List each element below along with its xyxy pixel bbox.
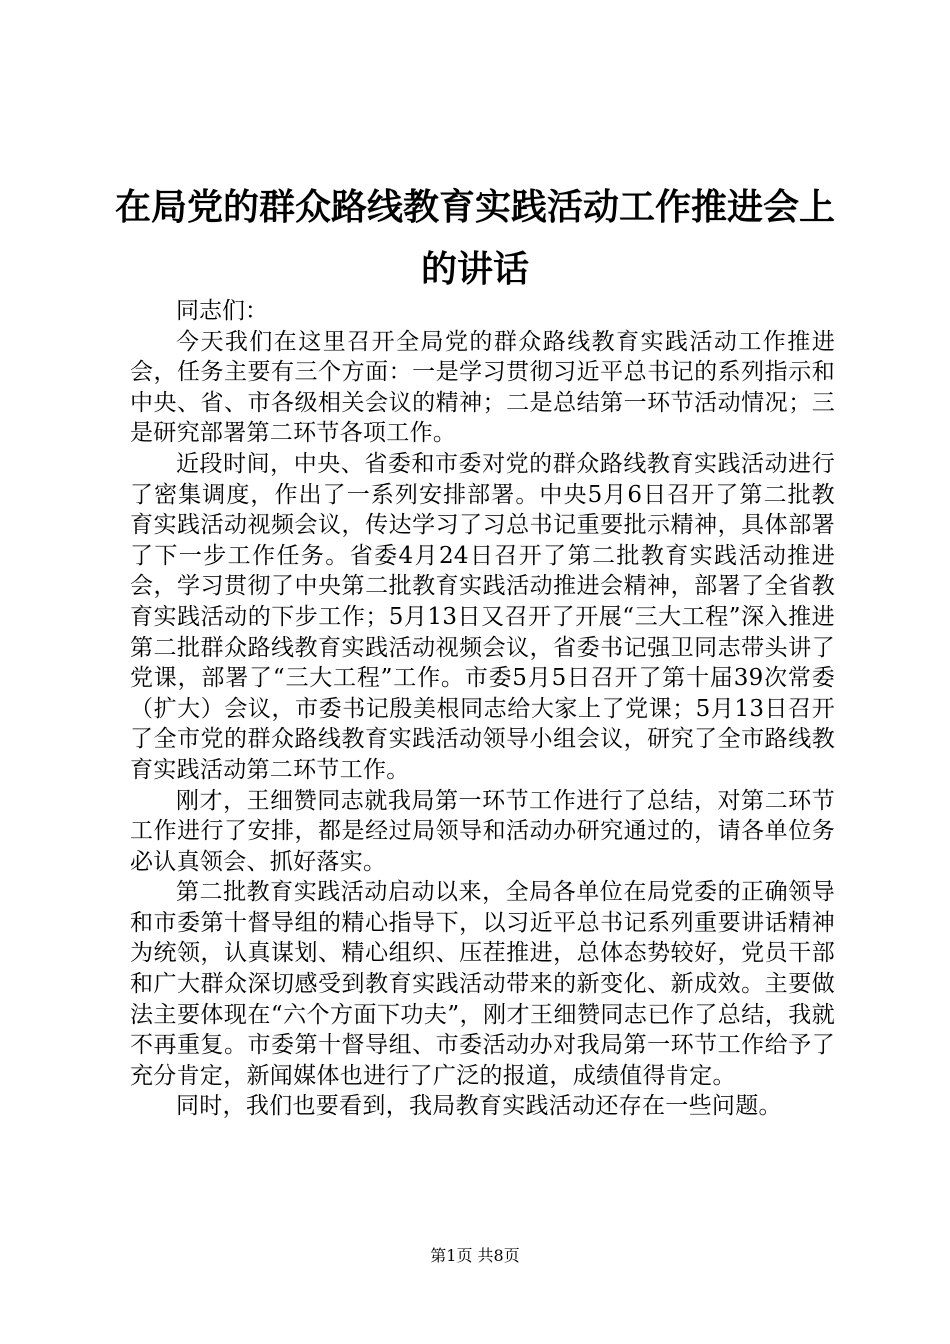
paragraph-2: 近段时间，中央、省委和市委对党的群众路线教育实践活动进行了密集调度，作出了一系列安排部署。中央5月6日召开了第二批教育实践活动视频会议，传达学习了习总书记重要批示精神，具体部署了下一步工作任务。省委4月24日召开了第二批教育实践活动推进会，学习贯彻了中央第二批教育实践活动推进会精神，部署了全省教育实践活动的下步工作；5月13日又召开了开展“三大工程”深入推进第二批群众路线教育实践活动视频会议，省委书记强卫同志带头讲了党课，部署了“三大工程”工作。市委5月5日召开了第十届39次常委（扩大）会议，市委书记殷美根同志给大家上了党课；5月13日召开了全市党的群众路线教育实践活动领导小组会议，研究了全市路线教育实践活动第二环节工作。 xyxy=(130,450,835,783)
document-body xyxy=(130,296,835,1122)
paragraph-3: 刚才，王细赞同志就我局第一环节工作进行了总结，对第二环节工作进行了安排，都是经过局领导和活动办研究通过的，请各单位务必认真领会、抓好落实。 xyxy=(130,787,835,875)
paragraph-1: 今天我们在这里召开全局党的群众路线教育实践活动工作推进会，任务主要有三个方面：一是学习贯彻习近平总书记的系列指示和中央、省、市各级相关会议的精神；二是总结第一环节活动情况；三是研究部署第二环节各项工作。 xyxy=(130,328,835,447)
page-title: 在局党的群众路线教育实践活动工作推进会上的讲话 xyxy=(114,186,835,290)
page-footer: 第1页 共8页 xyxy=(430,1246,520,1265)
paragraph-4: 第二批教育实践活动启动以来，全局各单位在局党委的正确领导和市委第十督导组的精心指导下，以习近平总书记系列重要讲话精神为统领，认真谋划、精心组织、压茬推进，总体态势较好，党员干部和广大群众深切感受到教育实践活动带来的新变化、新成效。主要做法主要体现在“六个方面下功夫”，刚才王细赞同志已作了总结，我就不再重复。市委第十督导组、市委活动办对我局第一环节工作给予了充分肯定，新闻媒体也进行了广泛的报道，成绩值得肯定。 xyxy=(130,879,835,1089)
paragraph-5: 同时，我们也要看到，我局教育实践活动还存在一些问题。 xyxy=(176,1093,782,1120)
salutation: 同志们： xyxy=(176,298,268,324)
